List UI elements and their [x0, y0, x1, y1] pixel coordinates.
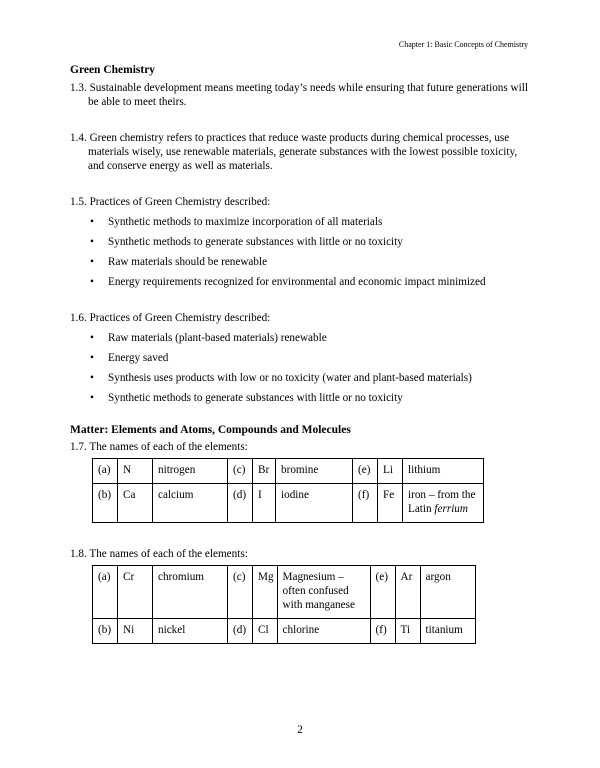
table-cell: argon [420, 566, 475, 619]
table-cell: N [118, 459, 153, 484]
iron-latin: ferrium [434, 503, 468, 515]
table-cell: (b) [93, 484, 118, 523]
list-item: • Synthetic methods to maximize incorporation of all materials [70, 215, 530, 229]
table-cell: Magnesium – often confused with manganese [277, 566, 370, 619]
table-cell: (e) [353, 459, 378, 484]
table-cell: (a) [93, 566, 118, 619]
table-cell: titanium [420, 619, 475, 644]
paragraph-1-8: 1.8. The names of each of the elements: [70, 548, 248, 560]
running-header: Chapter 1: Basic Concepts of Chemistry [398, 40, 528, 49]
paragraph-1-4: 1.4. Green chemistry refers to practices that reduce waste products during chemical processes, use materials wisely, use renewable materials, generate substances with the lowest possible toxicity, and conserve energy as well as materials. [70, 132, 518, 172]
table-cell: (c) [228, 459, 253, 484]
table-cell: Li [378, 459, 403, 484]
table-cell: Mg [253, 566, 278, 619]
table-row [93, 619, 476, 644]
iron-name: iron – from the Latin [408, 489, 476, 515]
table-cell: (c) [228, 566, 253, 619]
table-cell: Cr [118, 566, 153, 619]
elements-table-1-7 [92, 458, 484, 523]
table-cell [403, 484, 484, 523]
elements-table-1-8 [92, 565, 476, 644]
table-cell: Fe [378, 484, 403, 523]
table-row [93, 566, 476, 619]
section-title-green-chemistry: Green Chemistry [70, 64, 156, 76]
table-cell: (b) [93, 619, 118, 644]
table-cell: chlorine [277, 619, 370, 644]
table-row [93, 459, 484, 484]
table-cell: Ni [118, 619, 153, 644]
table-cell: lithium [403, 459, 484, 484]
table-cell: nickel [153, 619, 228, 644]
table-cell: Br [253, 459, 276, 484]
table-cell: I [253, 484, 276, 523]
table-cell: (d) [228, 619, 253, 644]
table-row [93, 484, 484, 523]
table-cell: Cl [253, 619, 278, 644]
list-item: • Energy requirements recognized for environmental and economic impact minimized [70, 275, 530, 289]
list-1-6 [70, 331, 530, 405]
list-item: • Synthetic methods to generate substances with little or no toxicity [70, 235, 530, 249]
list-item: • Synthesis uses products with low or no toxicity (water and plant-based materials) [70, 371, 530, 385]
list-item: • Raw materials (plant-based materials) renewable [70, 331, 530, 345]
list-item: • Raw materials should be renewable [70, 255, 530, 269]
list-1-5 [70, 215, 530, 289]
table-cell: nitrogen [153, 459, 228, 484]
table-cell: (e) [370, 566, 395, 619]
table-cell: calcium [153, 484, 228, 523]
table-cell: Ar [395, 566, 420, 619]
page-content [70, 63, 530, 644]
table-cell: (d) [228, 484, 253, 523]
page-number: 2 [297, 724, 303, 736]
table-cell: iodine [276, 484, 353, 523]
table-cell: chromium [153, 566, 228, 619]
paragraph-1-5: 1.5. Practices of Green Chemistry described: [70, 196, 271, 208]
list-item: • Energy saved [70, 351, 530, 365]
paragraph-1-7: 1.7. The names of each of the elements: [70, 441, 248, 453]
table-cell: bromine [276, 459, 353, 484]
table-cell: (f) [353, 484, 378, 523]
list-item: • Synthetic methods to generate substances with little or no toxicity [70, 391, 530, 405]
paragraph-1-6: 1.6. Practices of Green Chemistry described: [70, 312, 271, 324]
section-title-matter: Matter: Elements and Atoms, Compounds and Molecules [70, 424, 351, 436]
table-cell: Ti [395, 619, 420, 644]
paragraph-1-3: 1.3. Sustainable development means meeting today’s needs while ensuring that future generations will be able to meet theirs. [70, 82, 528, 108]
table-cell: (a) [93, 459, 118, 484]
table-cell: Ca [118, 484, 153, 523]
table-cell: (f) [370, 619, 395, 644]
